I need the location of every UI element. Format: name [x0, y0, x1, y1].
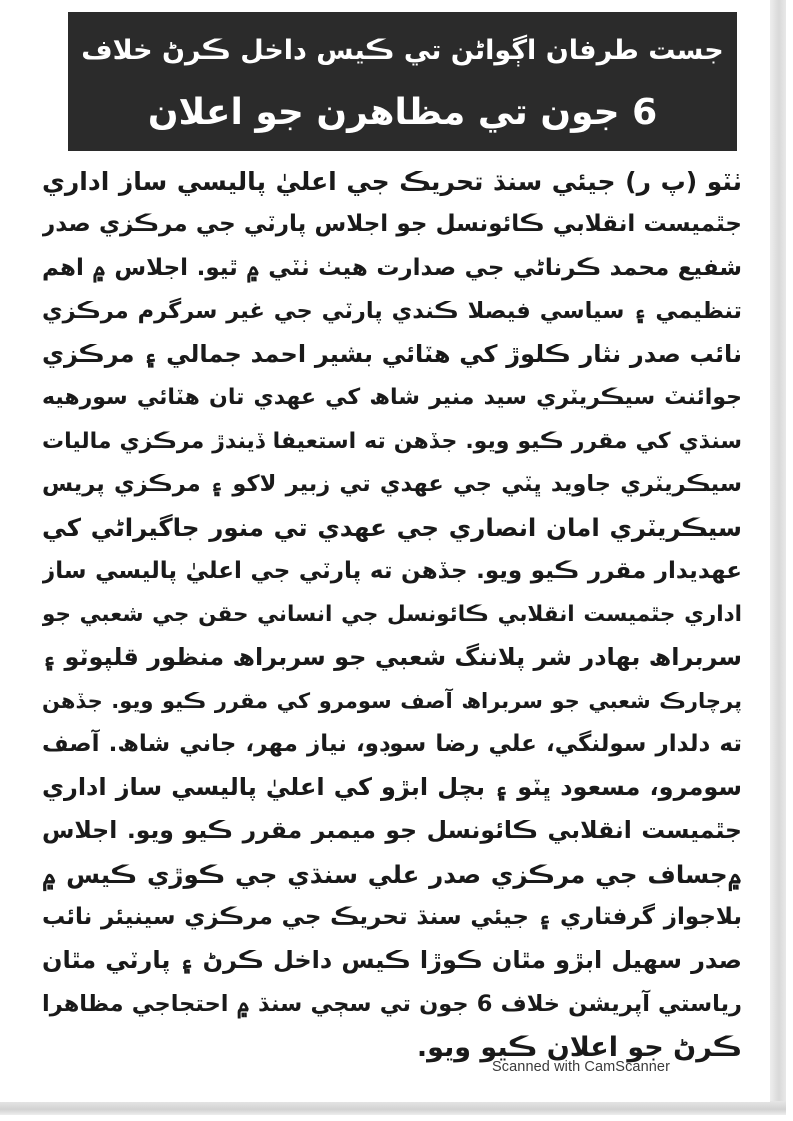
article-line: جٿميست انقلابي ڪائونسل جو اجلاس پارٽي جي مرڪزي صدر	[42, 211, 742, 238]
headline-line: 6 جون تي مظاهرن جو اعلان	[147, 91, 658, 133]
article-line: نائب صدر نثار ڪلوڙ کي هٽائي بشير احمد جمالي ۽ مرڪزي	[42, 340, 742, 369]
scan-edge-shadow-bottom	[0, 1101, 786, 1115]
scan-edge-shadow-right	[768, 0, 786, 1106]
article-line: سيڪريٽري امان انصاري جي عهدي تي منور جاگيراڻي کي	[42, 513, 742, 543]
article-line: سومرو، مسعود ڀٽو ۽ بچل ابڙو کي اعليٰ پاليسي ساز اداري	[42, 773, 742, 802]
headline-banner	[68, 12, 737, 151]
camscanner-watermark: Scanned with CamScanner	[492, 1059, 671, 1075]
article-line: اداري جٿميست انقلابي ڪائونسل جي انساني حقن جي شعبي جو	[42, 601, 742, 627]
article-line: سنڌي کي مقرر ڪيو ويو. جڏهن ته استعيفا ڏيندڙ مرڪزي ماليات	[42, 428, 742, 454]
article-line: شفيع محمد ڪرناڻي جي صدارت هيٺ ٺٽي ۾ ٿيو. اجلاس ۾ اهم	[42, 254, 742, 281]
article-line: ۾جساف جي مرڪزي صدر علي سنڌي جي ڪوڙي ڪيس ۾	[42, 859, 742, 889]
article-line: سربراھ بهادر شر پلاننگ شعبي جو سربراھ منظور قلپوٽو ۽	[42, 643, 742, 672]
article-line: پرچارڪ شعبي جو سربراھ آصف سومرو کي مقرر ڪيو ويو. جڏهن	[42, 688, 742, 713]
article-line: عهديدار مقرر ڪيو ويو. جڏهن ته پارٽي جي اعليٰ پاليسي ساز	[42, 557, 742, 584]
article-line: ته دلدار سولنگي، علي رضا سوڊو، نياز مهر، جاني شاھ. آصف	[42, 730, 742, 757]
article-line: جٿميست انقلابي ڪائونسل جو ميمبر مقرر ڪيو ويو. اجلاس	[42, 816, 742, 845]
article-body	[42, 160, 742, 1069]
article-line: سيڪريٽري جاويد ڀٽي جي عهدي تي زبير لاکو ۽ مرڪزي پريس	[42, 471, 742, 498]
article-line: رياستي آپريشن خلاف 6 جون تي سڄي سنڌ ۾ احتجاجي مظاهرا	[42, 990, 742, 1017]
article-line: ٺٽو (پ ر) جيئي سنڌ تحريڪ جي اعليٰ پاليسي ساز اداري	[42, 167, 742, 196]
article-line: صدر سهيل ابڙو مٿان ڪوڙا ڪيس داخل ڪرڻ ۽ پارٽي مٿان	[42, 946, 742, 975]
article-line: تنظيمي ۽ سياسي فيصلا ڪندي پارٽي جي غير سرگرم مرڪزي	[42, 297, 742, 324]
headline-line: جست طرفان اڳواڻن تي ڪيس داخل ڪرڻ خلاف	[81, 34, 724, 66]
article-line: بلاجواز گرفتاري ۽ جيئي سنڌ تحريڪ جي مرڪزي سينيئر نائب	[42, 904, 742, 931]
article-line: ڪرڻ جو اعلان ڪيو ويو.	[416, 1031, 742, 1063]
article-line: جوائنٽ سيڪريٽري سيد منير شاھ کي عهدي تان هٽائي سورهيه	[42, 385, 742, 411]
